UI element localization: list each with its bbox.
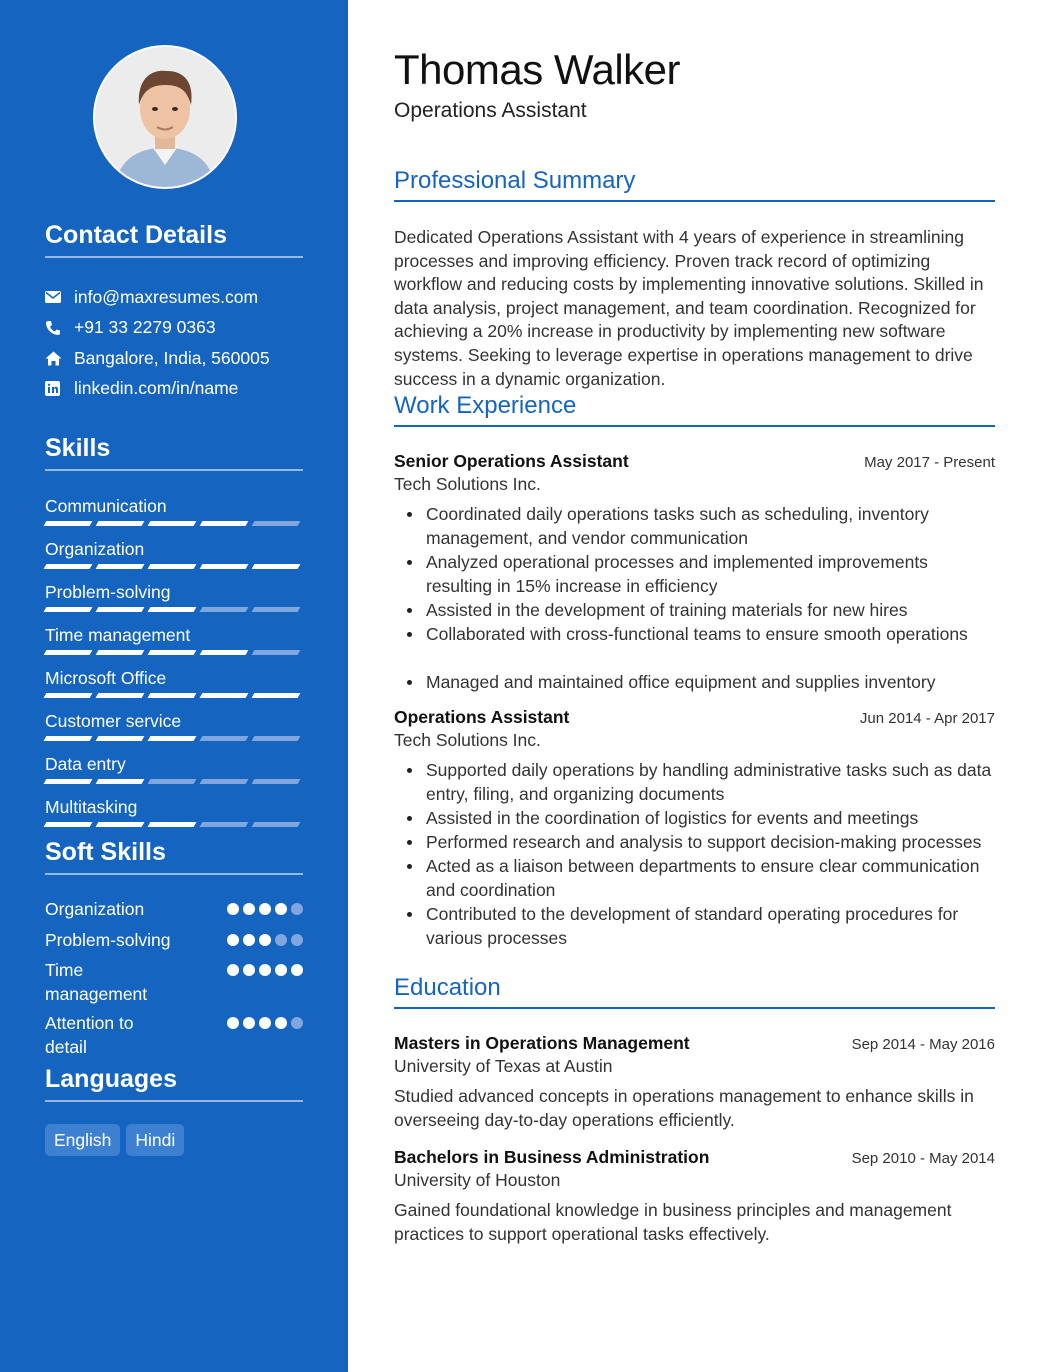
job-bullets [394, 758, 995, 950]
candidate-name: Thomas Walker [394, 46, 681, 93]
linkedin-icon [45, 381, 74, 396]
skill-level-bar [45, 607, 303, 612]
languages-heading: Languages [45, 1064, 303, 1102]
soft-skill-dots [227, 934, 303, 946]
contact-linkedin-text: linkedin.com/in/name [74, 378, 239, 399]
summary-heading: Professional Summary [394, 166, 995, 202]
list-item: Managed and maintained office equipment and supplies inventory [426, 670, 995, 694]
phone-icon [45, 320, 74, 336]
rating-dot [227, 934, 239, 946]
skill-name: Organization [45, 539, 145, 559]
list-item: Coordinated daily operations tasks such as scheduling, inventory management, and vendor communication [426, 502, 995, 550]
list-item: Performed research and analysis to support decision-making processes [426, 830, 995, 854]
skill-level-segment [252, 564, 301, 569]
soft-skill-row [45, 897, 303, 928]
language-pill: Hindi [126, 1124, 184, 1156]
skill-level-segment [44, 822, 93, 827]
list-item: Analyzed operational processes and implemented improvements resulting in 15% increase in efficiency [426, 550, 995, 598]
skill-level-segment [96, 736, 145, 741]
skill-level-segment [96, 693, 145, 698]
skill-level-segment [44, 779, 93, 784]
skill-level-segment [252, 607, 301, 612]
school-name: University of Houston [394, 1170, 561, 1190]
soft-skill-dots [227, 903, 303, 915]
contact-email-text: info@maxresumes.com [74, 286, 259, 307]
rating-dot [291, 934, 303, 946]
job-entry [394, 451, 995, 694]
skill-level-segment [252, 736, 301, 741]
soft-skill-row [45, 1011, 303, 1061]
experience-heading: Work Experience [394, 391, 995, 427]
skill-level-segment [252, 693, 301, 698]
skill-level-segment [252, 779, 301, 784]
profile-photo [95, 47, 235, 187]
skill-level-segment [96, 521, 145, 526]
language-pill: English [45, 1124, 120, 1156]
skill-level-segment [96, 564, 145, 569]
skill-level-segment [200, 650, 249, 655]
soft-skill-dots [227, 1017, 303, 1029]
rating-dot [243, 934, 255, 946]
rating-dot [259, 903, 271, 915]
skills-section [45, 433, 303, 838]
skill-level-segment [148, 650, 197, 655]
education-description: Studied advanced concepts in operations management to enhance skills in overseeing day-to-day operations efficiently. [394, 1086, 974, 1130]
skill-level-segment [44, 650, 93, 655]
soft-skills-heading: Soft Skills [45, 837, 303, 875]
soft-skill-name: Problem-solving [45, 930, 171, 950]
skill-level-bar [45, 822, 303, 827]
skill-name: Multitasking [45, 797, 138, 817]
rating-dot [259, 1017, 271, 1029]
skill-level-segment [252, 521, 301, 526]
education-description: Gained foundational knowledge in business principles and management practices to support operational tasks effectively. [394, 1200, 952, 1244]
job-entry [394, 707, 995, 950]
education-entry [394, 1147, 995, 1246]
skill-level-segment [148, 736, 197, 741]
rating-dot [227, 903, 239, 915]
languages-section [45, 1064, 303, 1156]
list-item: Contributed to the development of standard operating procedures for various processes [426, 902, 995, 950]
skill-level-bar [45, 693, 303, 698]
skill-level-segment [44, 564, 93, 569]
soft-skill-row [45, 958, 303, 1011]
summary-text: Dedicated Operations Assistant with 4 years of experience in streamlining processes and improving efficiency. Proven track record of optimizing workflow and reducing costs by implementing innovative solutions. Skilled in data analysis, project management, and team coordination. Recognized for achieving a 20% increase in productivity by implementing new software systems. Seeking to leverage expertise in operations management to drive success in a dynamic organization. [394, 227, 984, 389]
skill-level-bar [45, 564, 303, 569]
skill-level-segment [200, 693, 249, 698]
skill-level-segment [200, 822, 249, 827]
skill-level-segment [148, 779, 197, 784]
education-heading: Education [394, 973, 995, 1009]
contact-phone[interactable] [45, 313, 303, 344]
contact-heading: Contact Details [45, 220, 303, 258]
rating-dot [291, 903, 303, 915]
candidate-title: Operations Assistant [394, 99, 587, 122]
contact-linkedin[interactable] [45, 374, 303, 405]
rating-dot [243, 964, 255, 976]
skill-level-segment [200, 607, 249, 612]
rating-dot [259, 964, 271, 976]
rating-dot [291, 964, 303, 976]
rating-dot [227, 1017, 239, 1029]
rating-dot [243, 1017, 255, 1029]
job-company: Tech Solutions Inc. [394, 730, 541, 750]
skill-level-bar [45, 736, 303, 741]
education-entry [394, 1033, 995, 1132]
skill-level-segment [148, 693, 197, 698]
degree-title: Bachelors in Business Administration [394, 1147, 710, 1167]
skill-level-segment [200, 736, 249, 741]
list-item: Acted as a liaison between departments to ensure clear communication and coordination [426, 854, 995, 902]
skill-level-bar [45, 779, 303, 784]
skill-name: Data entry [45, 754, 126, 774]
skill-level-bar [45, 650, 303, 655]
school-name: University of Texas at Austin [394, 1056, 613, 1076]
home-icon [45, 351, 74, 366]
rating-dot [291, 1017, 303, 1029]
rating-dot [227, 964, 239, 976]
job-dates: May 2017 - Present [864, 454, 995, 471]
job-title: Operations Assistant [394, 707, 570, 727]
skill-level-segment [96, 607, 145, 612]
job-company: Tech Solutions Inc. [394, 474, 541, 494]
rating-dot [275, 964, 287, 976]
soft-skills-section [45, 837, 303, 1061]
education-dates: Sep 2010 - May 2014 [851, 1150, 995, 1167]
skills-heading: Skills [45, 433, 303, 471]
rating-dot [275, 1017, 287, 1029]
contact-address-text: Bangalore, India, 560005 [74, 347, 270, 368]
sidebar [0, 0, 348, 1372]
rating-dot [275, 934, 287, 946]
list-item: Assisted in the coordination of logistics for events and meetings [426, 806, 995, 830]
contact-email[interactable] [45, 282, 303, 313]
skill-level-bar [45, 521, 303, 526]
contact-address [45, 343, 303, 374]
education-dates: Sep 2014 - May 2016 [851, 1036, 995, 1053]
list-item: Assisted in the development of training materials for new hires [426, 598, 995, 622]
skills-list [45, 494, 303, 827]
skill-name: Communication [45, 496, 167, 516]
rating-dot [259, 934, 271, 946]
soft-skill-name: Organization [45, 899, 145, 919]
job-dates: Jun 2014 - Apr 2017 [859, 710, 995, 727]
list-item: Supported daily operations by handling administrative tasks such as data entry, filing, and organizing documents [426, 758, 995, 806]
skill-level-segment [252, 650, 301, 655]
rating-dot [243, 903, 255, 915]
job-bullets [394, 502, 995, 694]
degree-title: Masters in Operations Management [394, 1033, 690, 1053]
rating-dot [275, 903, 287, 915]
skill-level-segment [200, 564, 249, 569]
skill-name: Customer service [45, 711, 182, 731]
skill-level-segment [148, 607, 197, 612]
skill-name: Microsoft Office [45, 668, 167, 688]
list-item: Collaborated with cross-functional teams to ensure smooth operations [426, 622, 995, 646]
skill-level-segment [96, 650, 145, 655]
skill-level-segment [44, 736, 93, 741]
soft-skill-dots [227, 964, 303, 976]
envelope-icon [45, 291, 74, 303]
skill-level-segment [44, 693, 93, 698]
skill-level-segment [252, 822, 301, 827]
skill-level-segment [96, 779, 145, 784]
skill-level-segment [44, 607, 93, 612]
skill-level-segment [96, 822, 145, 827]
job-title: Senior Operations Assistant [394, 451, 629, 471]
contact-section [45, 220, 303, 404]
skill-level-segment [148, 521, 197, 526]
avatar [93, 45, 237, 189]
skill-level-segment [148, 564, 197, 569]
skill-level-segment [44, 521, 93, 526]
contact-phone-text: +91 33 2279 0363 [74, 317, 216, 338]
skill-name: Time management [45, 625, 191, 645]
soft-skill-name: Time management [45, 960, 148, 1004]
soft-skill-name: Attention to detail [45, 1013, 134, 1057]
soft-skill-row [45, 928, 303, 958]
skill-level-segment [200, 779, 249, 784]
skill-name: Problem-solving [45, 582, 171, 602]
skill-level-segment [148, 822, 197, 827]
skill-level-segment [200, 521, 249, 526]
